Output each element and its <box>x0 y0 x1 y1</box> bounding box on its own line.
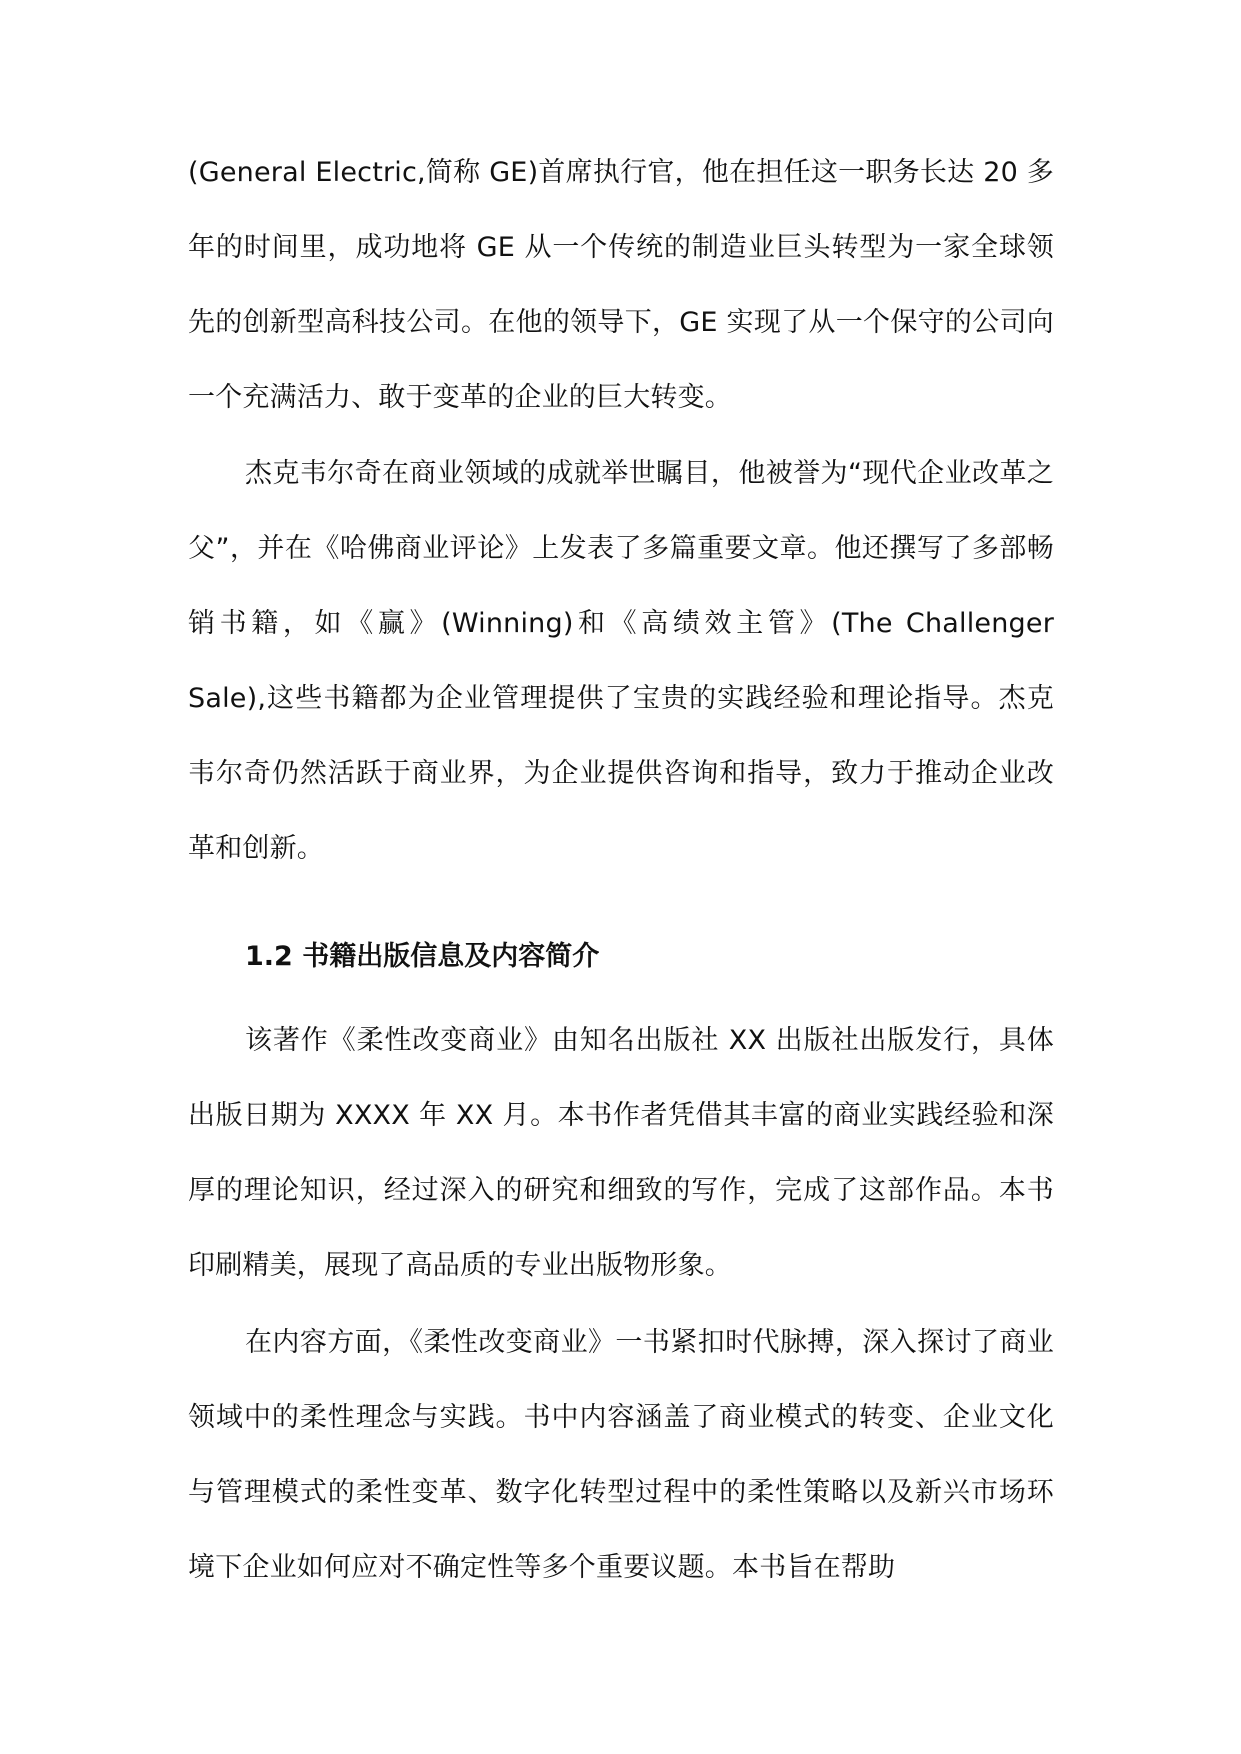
paragraph-content-overview: 在内容方面，《柔性改变商业》一书紧扣时代脉搏，深入探讨了商业领域中的柔性理念与实践。书中内容涵盖了商业模式的转变、企业文化与管理模式的柔性变革、数字化转型过程中的柔性策略以及新兴市场环境下企业如何应对不确定性等多个重要议题。本书旨在帮助 <box>188 1327 1054 1583</box>
paragraph-publication-info: 该著作《柔性改变商业》由知名出版社 XX 出版社出版发行，具体出版日期为 XXXX 年 XX 月。本书作者凭借其丰富的商业实践经验和深厚的理论知识，经过深入的研究和细致的写作，完成了这部作品。本书印刷精美，展现了高品质的专业出版物形象。 <box>188 1025 1054 1281</box>
paragraph-ge-ceo-background: (General Electric,简称 GE)首席执行官，他在担任这一职务长达 20 多年的时间里，成功地将 GE 从一个传统的制造业巨头转型为一家全球领先的创新型高科技公司。在他的领导下，GE 实现了从一个保守的公司向一个充满活力、敢于变革的企业的巨大转变。 <box>188 157 1054 413</box>
paragraph-welch-achievements: 杰克韦尔奇在商业领域的成就举世瞩目，他被誉为“现代企业改革之父”，并在《哈佛商业评论》上发表了多篇重要文章。他还撰写了多部畅销书籍，如《赢》(Winning)和《高绩效主管》(The Challenger Sale),这些书籍都为企业管理提供了宝贵的实践经验和理论指导。杰克韦尔奇仍然活跃于商业界，为企业提供咨询和指导，致力于推动企业改革和创新。 <box>188 458 1054 864</box>
section-heading-book-info: 1.2 书籍出版信息及内容简介 <box>245 941 600 972</box>
